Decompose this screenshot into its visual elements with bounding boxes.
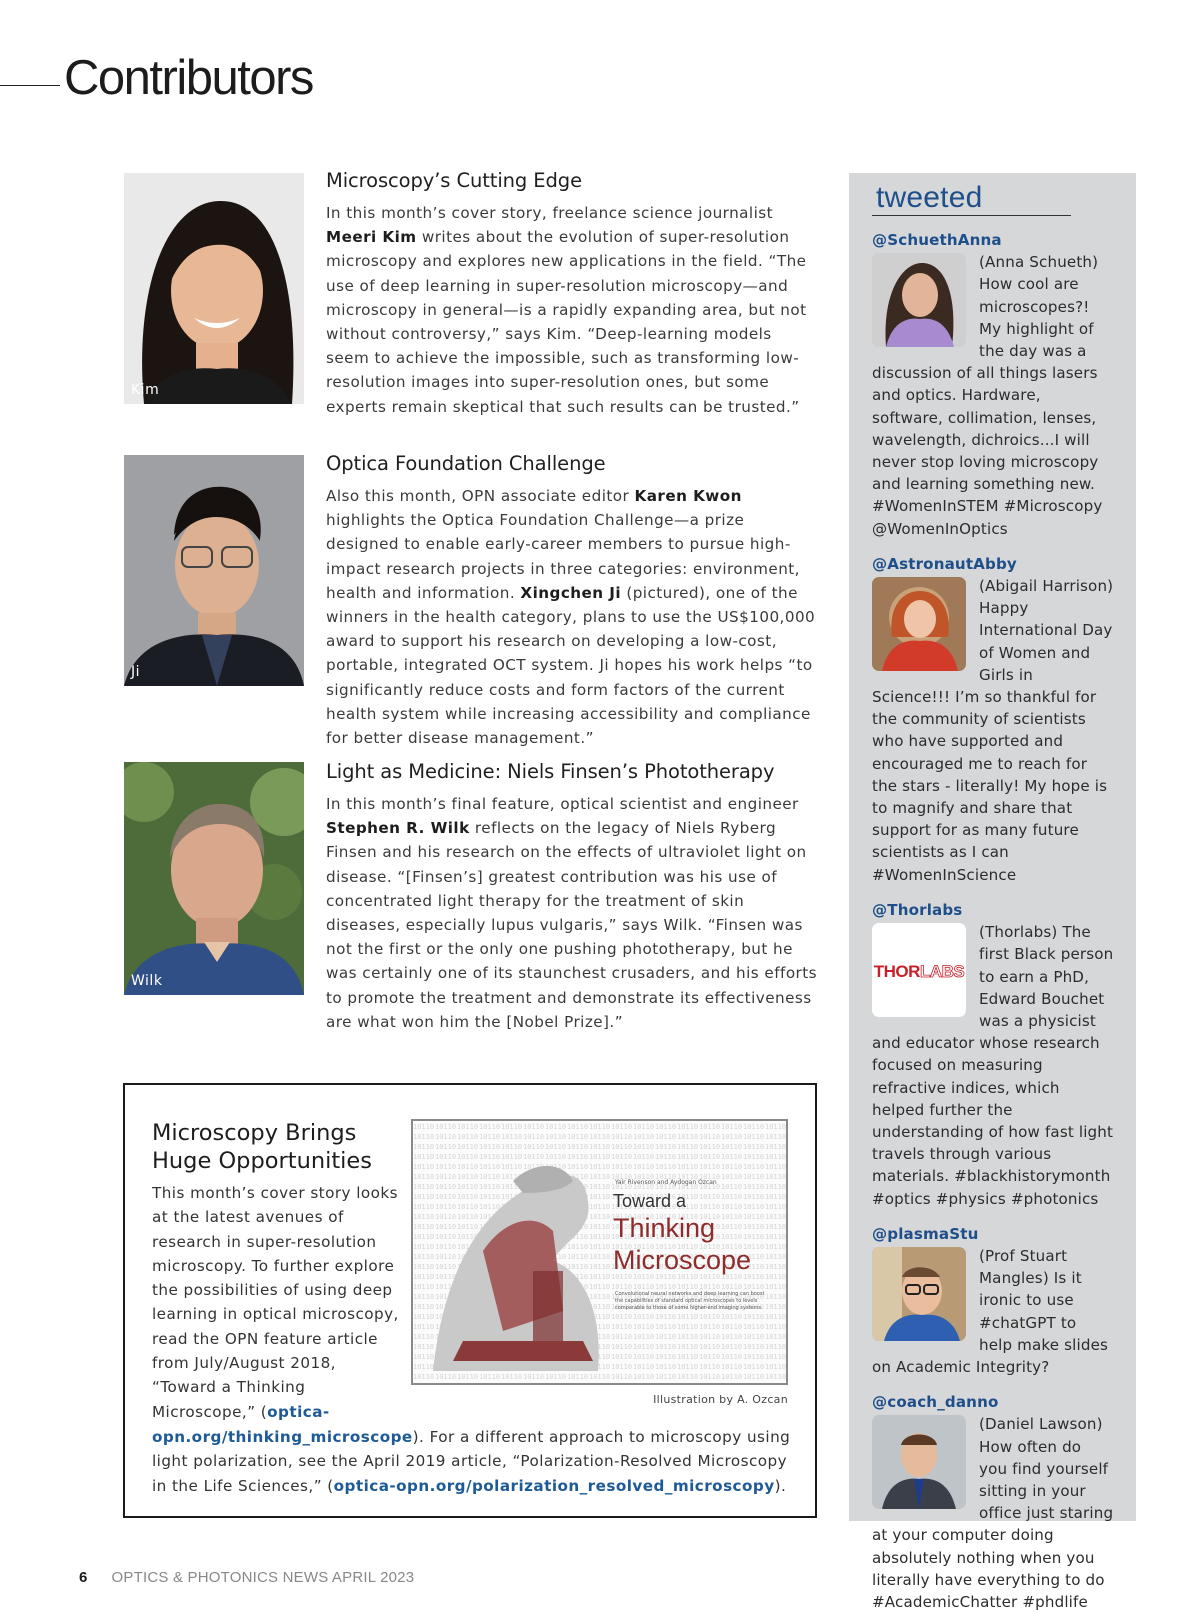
story-heading: Optica Foundation Challenge <box>326 452 606 475</box>
contributor-photo-ji <box>124 455 304 686</box>
thorlabs-logo: THORLABS <box>872 923 966 1017</box>
title-rule <box>0 85 60 86</box>
avatar <box>872 577 966 671</box>
story-body: Also this month, OPN associate editor Karen Kwon highlights the Optica Foundation Challenge—a prize designed to enable early-career members to pursue high-impact research projects in three categories: environment, health and information. Xingchen Ji (pictured), one of the winners in the health category, plans to use the US$100,000 award to support his research on developing a low-cost, portable, integrated OCT system. Ji hopes his work helps “to significantly reduce costs and form factors of the current health system while increasing accessibility and compliance for better disease management.” <box>326 487 816 748</box>
figure-dek: Convolutional neural networks and deep learning can boost the capabilities of standard optical microscopes to levels comparable to those of some higher-end imaging systems. <box>615 1291 765 1311</box>
author-name: Stephen R. Wilk <box>326 819 470 838</box>
figure-title-line1: Toward a <box>613 1191 687 1211</box>
tweeted-title: tweeted <box>876 181 983 214</box>
page-number: 6 <box>79 1569 88 1586</box>
thinking-microscope-link[interactable]: optica-opn.org/thinking_microscope <box>152 1402 413 1446</box>
tweet-handle[interactable]: @AstronautAbby <box>872 554 1017 573</box>
related-articles-box <box>123 1083 817 1518</box>
tweeted-sidebar <box>849 173 1136 1611</box>
story-heading: Microscopy’s Cutting Edge <box>326 169 582 192</box>
tweet-text: (Prof Stuart Mangles) Is it ironic to use #chatGPT to help make slides on Academic Integrity? <box>872 1246 1109 1376</box>
story-body: In this month’s final feature, optical scientist and engineer Stephen R. Wilk reflects on the legacy of Niels Ryberg Finsen and his research on the effects of ultraviolet light on disease. “[Finsen’s] greatest contribution was his use of concentrated light therapy for the treatment of skin diseases, especially lupus vulgaris,” says Wilk. “Finsen was not the first or the only one pushing phototherapy, but he was certainly one of its staunchest crusaders, and his efforts to promote the treatment and demonstrate its effectiveness are what won him the [Nobel Prize].” <box>326 795 818 1031</box>
tweet <box>872 1391 1114 1613</box>
page-footer <box>79 1569 414 1586</box>
author-name: Meeri Kim <box>326 228 417 247</box>
figure-authors: Yair Rivenson and Aydogan Ozcan <box>615 1179 717 1186</box>
contributor-photo-kim <box>124 173 304 404</box>
story-phototherapy <box>326 760 820 1034</box>
tweet <box>872 229 1114 540</box>
winner-name: Xingchen Ji <box>520 583 622 602</box>
photo-caption: Ji <box>131 664 141 680</box>
tweet <box>872 899 1114 1210</box>
figure-title-line2: Thinking <box>613 1213 716 1243</box>
tweet-text: (Thorlabs) The first Black person to earn a PhD, Edward Bouchet was a physicist and educator whose research focused on measuring refractive indices, which helped further the understanding of how fast light travels through various materials. #blackhistorymonth #optics #physics #photonics <box>872 923 1114 1208</box>
tweet-handle[interactable]: @Thorlabs <box>872 900 963 919</box>
thinking-microscope-figure <box>411 1119 788 1419</box>
illustration-credit: Illustration by A. Ozcan <box>653 1393 788 1406</box>
figure-illustration <box>411 1119 788 1385</box>
avatar <box>872 1247 966 1341</box>
box-heading: Microscopy Brings Huge Opportunities <box>152 1120 372 1174</box>
publication-name: OPTICS & PHOTONICS NEWS APRIL 2023 <box>111 1569 415 1586</box>
contributor-photo-wilk <box>124 762 304 995</box>
polarization-microscopy-link[interactable]: optica-opn.org/polarization_resolved_microscopy <box>333 1476 775 1495</box>
photo-caption: Wilk <box>131 973 163 989</box>
author-name: Karen Kwon <box>634 487 742 505</box>
tweeted-rule <box>872 215 1071 216</box>
story-cutting-edge <box>326 169 820 419</box>
figure-title-line3: Microscope <box>613 1245 752 1275</box>
tweet-text: (Abigail Harrison) Happy International Day of Women and Girls in Science!!! I’m so thankful for the community of scientists who have supported and encouraged me to reach for the stars - literally! My hope is to magnify and share that support for as many future scientists as I can #WomenInScience <box>872 577 1114 884</box>
story-heading: Light as Medicine: Niels Finsen’s Phototherapy <box>326 760 775 783</box>
story-body: In this month’s cover story, freelance science journalist Meeri Kim writes about the evolution of super-resolution microscopy and explores new applications in the field. “The use of deep learning in super-resolution microscopy—and microscopy in general—is a rapidly expanding area, but not without controversy,” says Kim. “Deep-learning models seem to achieve the impossible, such as transforming low-resolution images into super-resolution ones, but some experts remain skeptical that such results can be trusted.” <box>326 204 807 416</box>
tweet-handle[interactable]: @plasmaStu <box>872 1224 979 1243</box>
avatar <box>872 1415 966 1509</box>
photo-caption: Kim <box>131 382 160 398</box>
page-title: Contributors <box>64 51 313 105</box>
avatar <box>872 253 966 347</box>
tweet-handle[interactable]: @SchuethAnna <box>872 231 1002 249</box>
tweet-handle[interactable]: @coach_danno <box>872 1393 999 1412</box>
story-foundation-challenge <box>326 452 820 750</box>
tweet <box>872 553 1114 886</box>
tweet-text: (Daniel Lawson) How often do you find yourself sitting in your office just staring at your computer doing absolutely nothing when you literally have everything to do #AcademicChatter #phdlife <box>872 1415 1114 1611</box>
tweet-text: (Anna Schueth) How cool are microscopes?! My highlight of the day was a discussion of all things lasers and optics. Hardware, software, collimation, lenses, wavelength, dichroics...I will never stop loving microscopy and learning something new. #WomenInSTEM #Microscopy @WomenInOptics <box>872 253 1103 538</box>
tweet <box>872 1223 1114 1378</box>
box-body: This month’s cover story looks at the latest avenues of research in super-resolution microscopy. To further explore the possibilities of using deep learning in optical microscopy, read the OPN feature article from July/August 2018, “Toward a Thinking Microscope,” (optica-opn.org/thinking_microscope). For a different approach to microscopy using light polarization, see the April 2019 article, “Polarization-Resolved Microscopy in the Life Sciences,” (optica-opn.org/polarization_resolved_microscopy). <box>152 1184 791 1495</box>
